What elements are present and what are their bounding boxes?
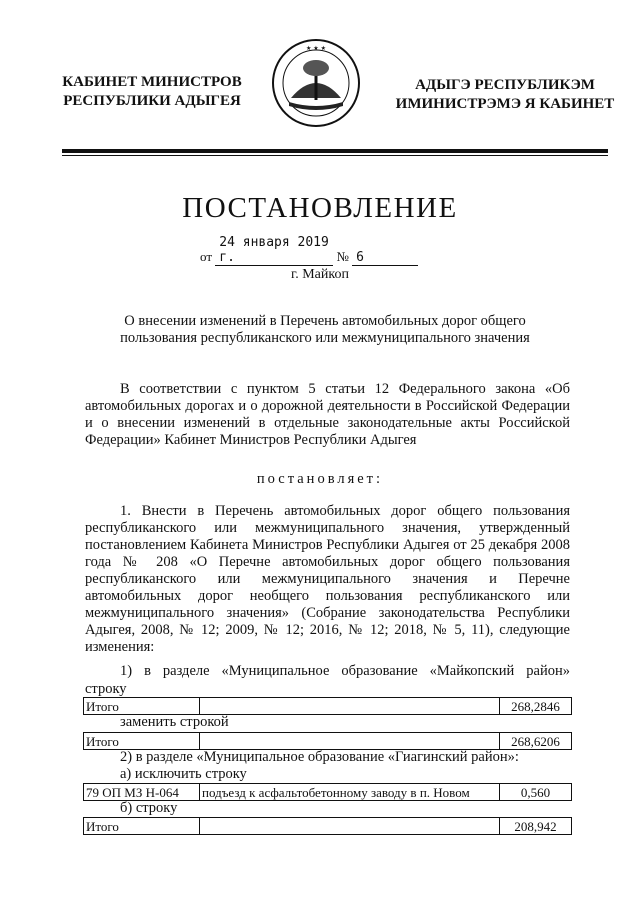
subitem-1-line: строку	[85, 681, 127, 697]
document-subject: О внесении изменений в Перечень автомобильных дорог общего пользования республиканского или межмуниципального значения	[120, 313, 530, 346]
header-divider-thin	[62, 155, 608, 156]
row-1-length: 268,2846	[500, 698, 572, 715]
header-left	[62, 73, 242, 111]
row-2-length: 268,6206	[500, 733, 572, 750]
table-row-3	[83, 783, 572, 801]
date-value: 24 января 2019 г.	[215, 235, 333, 266]
row-1-name	[200, 698, 500, 715]
republic-emblem-seal	[271, 38, 361, 128]
row-3-name: подъезд к асфальтобетонному заводу в п. Новом	[200, 784, 500, 801]
header-right-line1: АДЫГЭ РЕСПУБЛИКЭМ	[415, 77, 595, 93]
item-1-paragraph	[85, 503, 570, 656]
header-left-line1: КАБИНЕТ МИНИСТРОВ	[62, 74, 242, 90]
row-4-length: 208,942	[500, 818, 572, 835]
header-left-line2: РЕСПУБЛИКИ АДЫГЕЯ	[63, 93, 241, 109]
row-3-length: 0,560	[500, 784, 572, 801]
item-1-text: 1. Внести в Перечень автомобильных дорог общего пользования республиканского или межмуниципального значения, утвержденный постановлением Кабинета Министров Республики Адыгея от 25 декабря 2008 года № 208 «О Перечне автомобильных дорог общего пользования республиканского или межмуниципального значения и Перечне автомобильных дорог необщего пользования республиканского или межмуниципального значения» (Собрание законодательства Республики Адыгея, 2008, № 12; 2009, № 12; 2016, № 12; 2018, № 5, 11), следующие изменения:	[85, 503, 570, 655]
row-2-name	[200, 733, 500, 750]
row-2-code: Итого	[84, 733, 200, 750]
number-sign: №	[336, 249, 349, 264]
header-divider-thick	[62, 149, 608, 153]
subitem-2b: б) строку	[120, 800, 178, 816]
row-4-code: Итого	[84, 818, 200, 835]
document-title: ПОСТАНОВЛЕНИЕ	[182, 192, 458, 224]
resolves-line: постановляет:	[256, 471, 384, 487]
row-1-code: Итого	[84, 698, 200, 715]
table-row-4	[83, 817, 572, 835]
preamble-text: В соответствии с пунктом 5 статьи 12 Федерального закона «Об автомобильных дорогах и о дорожной деятельности в Российской Федерации и о внесении изменений в отдельные законодательные акты Российской Федерации» Кабинет Министров Республики Адыгея	[85, 381, 570, 448]
header-right-line2: ИМИНИСТРЭМЭ Я КАБИНЕТ	[395, 96, 615, 112]
document-number: 6	[352, 250, 418, 266]
replace-with-line: заменить строкой	[120, 714, 229, 730]
subitem-2a: а) исключить строку	[120, 766, 247, 782]
subitem-1: 1) в разделе «Муниципальное образование «Майкопский район»	[120, 663, 570, 679]
row-3-code: 79 ОП МЗ Н-064	[84, 784, 200, 801]
date-prefix: от	[200, 249, 213, 264]
row-4-name	[200, 818, 500, 835]
table-row-1	[83, 697, 572, 715]
city: г. Майкоп	[291, 267, 349, 282]
subitem-2: 2) в разделе «Муниципальное образование «Гиагинский район»:	[120, 749, 519, 765]
date-number-line	[200, 235, 418, 266]
table-row-2	[83, 732, 572, 750]
preamble-paragraph	[85, 381, 570, 449]
header-right	[390, 76, 620, 114]
svg-text:★ ★ ★: ★ ★ ★	[306, 45, 326, 52]
